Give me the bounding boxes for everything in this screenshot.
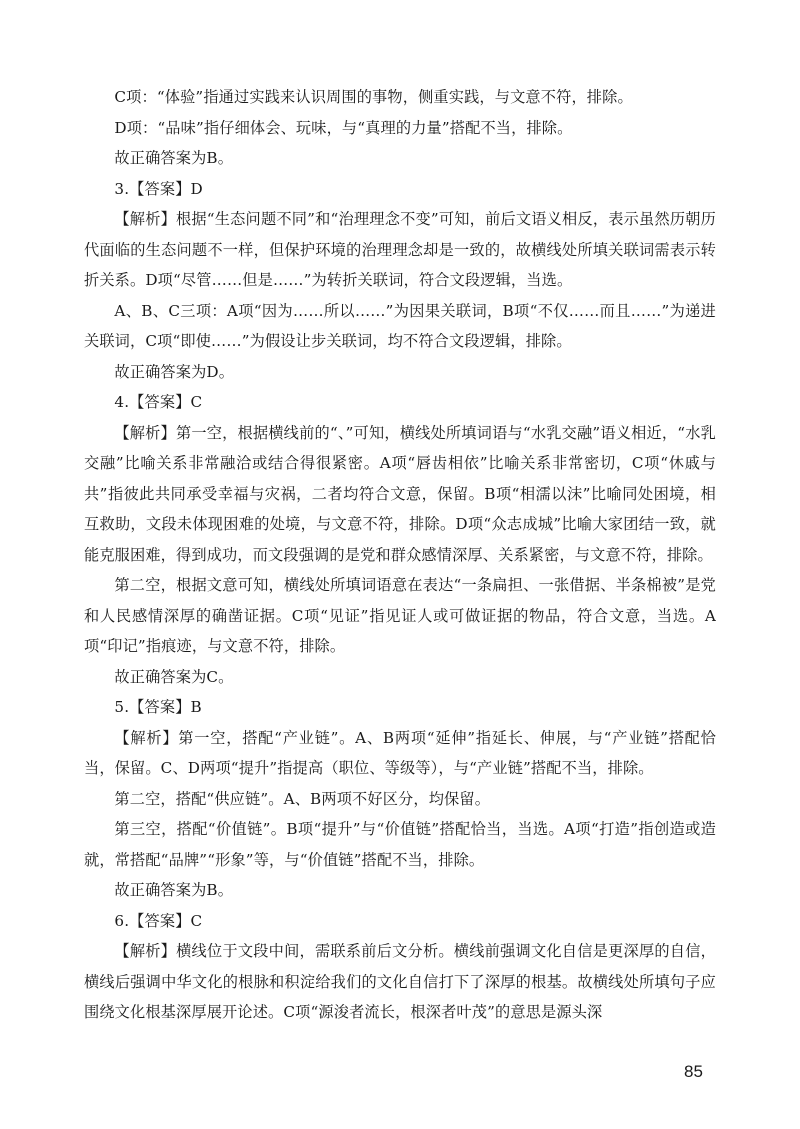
q5-analysis-third-blank: 第三空，搭配“价值链”。B项“提升”与“价值链”搭配恰当，当选。A项“打造”指创造或造就，常搭配“品牌”“形象”等，与“价值链”搭配不当，排除。 [84, 820, 716, 869]
q3-answer-heading: 3.【答案】D [114, 179, 203, 198]
q5-conclusion: 故正确答案为B。 [114, 881, 234, 899]
q5-analysis-first-blank: 【解析】第一空，搭配“产业链”。A、B两项“延伸”指延长、伸展，与“产业链”搭配恰当，保留。C、D两项“提升”指提高（职位、等级等），与“产业链”搭配不当，排除。 [84, 728, 716, 777]
q4-analysis-second-blank: 第二空，根据文意可知，横线处所填词语意在表达“一条扁担、一张借据、半条棉被”是党和人民感情深厚的确凿证据。C项“见证”指见证人或可做证据的物品，符合文意，当选。A项“印记”指痕迹，与文意不符，排除。 [84, 576, 716, 655]
q4-analysis-first-blank: 【解析】第一空，根据横线前的“、”可知，横线处所填词语与“水乳交融”语义相近，“水乳交融”比喻关系非常融洽或结合得很紧密。A项“唇齿相依”比喻关系非常密切，C项“休戚与共”指彼此共同承受幸福与灾祸，二者均符合文意，保留。B项“相濡以沫”比喻同处困境，相互救助，文段未体现困难的处境，与文意不符，排除。D项“众志成城”比喻大家团结一致，就能克服困难，得到成功，而文段强调的是党和群众感情深厚、关系紧密，与文意不符，排除。 [84, 423, 716, 564]
page-number: 85 [684, 1062, 703, 1081]
q4-answer-heading: 4.【答案】C [114, 393, 203, 411]
q6-analysis: 【解析】横线位于文段中间，需联系前后文分析。横线前强调文化自信是更深厚的自信，横线后强调中华文化的根脉和积淀给我们的文化自信打下了深厚的根基。故横线处所填句子应围绕文化根基深厚展开论述。C项“源浚者流长，根深者叶茂”的意思是源头深 [84, 942, 716, 1021]
q5-answer-heading: 5.【答案】B [114, 698, 202, 716]
q6-answer-heading: 6.【答案】C [114, 911, 203, 930]
q3-analysis: 【解析】根据“生态问题不同”和“治理理念不变”可知，前后文语义相反，表示虽然历朝历代面临的生态问题不一样，但保护环境的治理理念却是一致的，故横线处所填关联词需表示转折关系。D项“尽管……但是……”为转折关联词，符合文段逻辑，当选。 [84, 210, 716, 289]
answer-explanations [84, 82, 716, 1028]
q3-conclusion: 故正确答案为D。 [114, 362, 235, 381]
paragraph-q2-conclusion: 故正确答案为B。 [114, 149, 234, 167]
q3-other-options: A、B、C三项：A项“因为……所以……”为因果关联词，B项“不仅……而且……”为递进关联词，C项“即使……”为假设让步关联词，均不符合文段逻辑，排除。 [84, 301, 716, 350]
paragraph-c-option-tiyan: C项：“体验”指通过实践来认识周围的事物，侧重实践，与文意不符，排除。 [114, 88, 633, 106]
paragraph-d-option-pinwei: D项：“品味”指仔细体会、玩味，与“真理的力量”搭配不当，排除。 [114, 118, 573, 137]
q4-conclusion: 故正确答案为C。 [114, 667, 234, 686]
q5-analysis-second-blank: 第二空，搭配“供应链”。A、B两项不好区分，均保留。 [114, 789, 491, 808]
